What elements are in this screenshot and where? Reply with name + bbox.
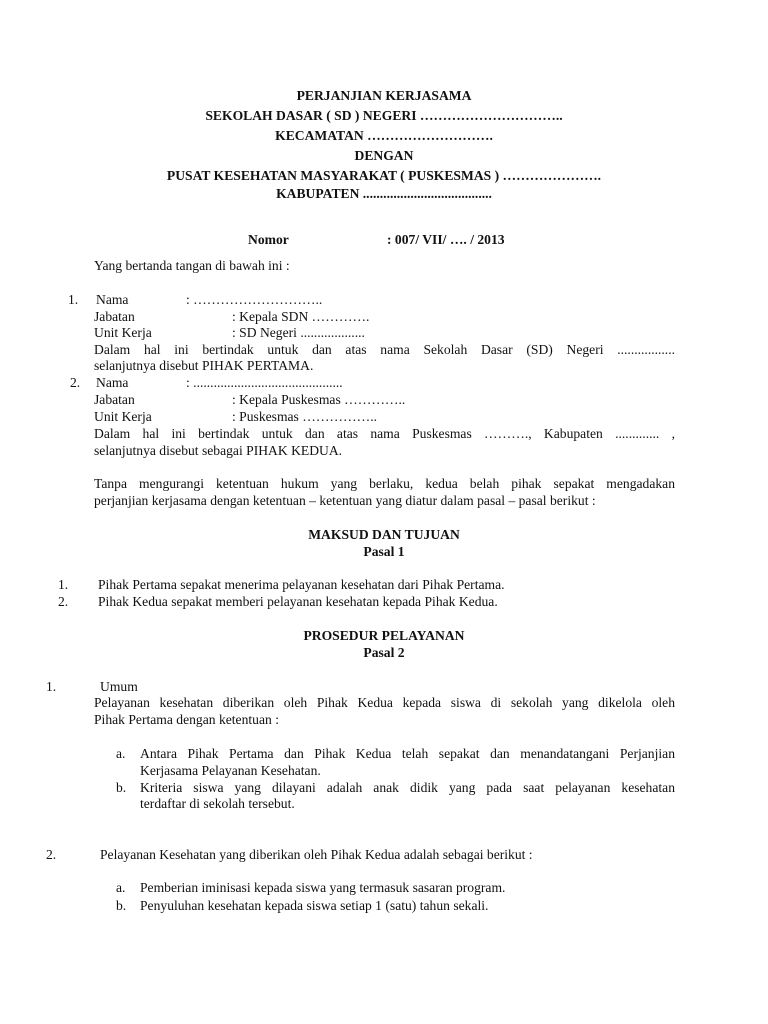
section2-item2-sub-a-letter: a. bbox=[116, 880, 126, 895]
section2-sub-b-letter: b. bbox=[116, 780, 127, 795]
section2-item2-sub-a-text: Pemberian iminisasi kepada siswa yang termasuk sasaran program. bbox=[140, 880, 506, 895]
section1-heading: MAKSUD DAN TUJUAN bbox=[308, 527, 460, 542]
section2-sub-a-line1: Antara Pihak Pertama dan Pihak Kedua telah sepakat dan menandatangani Perjanjian bbox=[140, 746, 675, 761]
agreement-line1: Tanpa mengurangi ketentuan hukum yang berlaku, kedua belah pihak sepakat mengadakan bbox=[94, 476, 675, 491]
party1-description-line1: Dalam hal ini bertindak untuk dan atas nama Sekolah Dasar (SD) Negeri ................. bbox=[94, 342, 675, 357]
title-line-4: DENGAN bbox=[354, 148, 414, 163]
party2-nama-value: : ............................................ bbox=[186, 375, 343, 390]
party1-jabatan-value: : Kepala SDN …………. bbox=[232, 309, 370, 324]
party2-description-line2: selanjutnya disebut sebagai PIHAK KEDUA. bbox=[94, 443, 343, 458]
section2-heading: PROSEDUR PELAYANAN bbox=[303, 628, 465, 643]
section2-item2-text: Pelayanan Kesehatan yang diberikan oleh Pihak Kedua adalah sebagai berikut : bbox=[100, 847, 533, 862]
section1-item1-number: 1. bbox=[58, 577, 69, 592]
title-line-2: SEKOLAH DASAR ( SD ) NEGERI ………………………….. bbox=[205, 108, 563, 123]
party2-unit-label: Unit Kerja bbox=[94, 409, 152, 424]
section2-item1-line2: Pihak Pertama dengan ketentuan : bbox=[94, 712, 279, 727]
party2-nama-label: Nama bbox=[96, 375, 129, 390]
section2-item2-sub-b-text: Penyuluhan kesehatan kepada siswa setiap 1 (satu) tahun sekali. bbox=[140, 898, 489, 913]
party2-jabatan-label: Jabatan bbox=[94, 392, 135, 407]
party2-jabatan-value: : Kepala Puskesmas ………….. bbox=[232, 392, 406, 407]
party2-number: 2. bbox=[70, 375, 81, 390]
section2-item2-sub-b-letter: b. bbox=[116, 898, 127, 913]
section1-pasal: Pasal 1 bbox=[363, 544, 405, 559]
section2-sub-b-line1: Kriteria siswa yang dilayani adalah anak didik yang pada saat pelayanan kesehatan bbox=[140, 780, 675, 795]
intro-text: Yang bertanda tangan di bawah ini : bbox=[94, 258, 290, 273]
section2-item2-number: 2. bbox=[46, 847, 57, 862]
title-line-3: KECAMATAN ………………………. bbox=[275, 128, 493, 143]
agreement-line2: perjanjian kerjasama dengan ketentuan – ketentuan yang diatur dalam pasal – pasal berikut : bbox=[94, 493, 596, 508]
party1-unit-value: : SD Negeri ................... bbox=[232, 325, 365, 340]
title-line-1: PERJANJIAN KERJASAMA bbox=[296, 88, 472, 103]
party2-description-line1: Dalam hal ini bertindak untuk dan atas nama Puskesmas ………., Kabupaten ............. , bbox=[94, 426, 675, 441]
section2-pasal: Pasal 2 bbox=[363, 645, 405, 660]
section1-item1-text: Pihak Pertama sepakat menerima pelayanan kesehatan dari Pihak Pertama. bbox=[98, 577, 505, 592]
party1-nama-value: : ……………………….. bbox=[186, 292, 323, 307]
nomor-value: : 007/ VII/ …. / 2013 bbox=[387, 232, 505, 247]
section2-item1-number: 1. bbox=[46, 679, 57, 694]
title-line-5: PUSAT KESEHATAN MASYARAKAT ( PUSKESMAS ) …………………. bbox=[166, 168, 602, 183]
section2-item1-title: Umum bbox=[100, 679, 138, 694]
party1-description-line2: selanjutnya disebut PIHAK PERTAMA. bbox=[94, 358, 314, 373]
section1-item2-number: 2. bbox=[58, 594, 69, 609]
title-line-6: KABUPATEN ...................................... bbox=[276, 186, 492, 201]
nomor-label: Nomor bbox=[248, 232, 289, 247]
party1-number: 1. bbox=[68, 292, 79, 307]
section2-sub-a-letter: a. bbox=[116, 746, 126, 761]
section2-item1-line1: Pelayanan kesehatan diberikan oleh Pihak Kedua kepada siswa di sekolah yang dikelola oleh bbox=[94, 695, 675, 710]
party1-nama-label: Nama bbox=[96, 292, 129, 307]
section2-sub-a-line2: Kerjasama Pelayanan Kesehatan. bbox=[140, 763, 321, 778]
section2-sub-b-line2: terdaftar di sekolah tersebut. bbox=[140, 796, 295, 811]
party1-jabatan-label: Jabatan bbox=[94, 309, 135, 324]
party1-unit-label: Unit Kerja bbox=[94, 325, 152, 340]
section1-item2-text: Pihak Kedua sepakat memberi pelayanan kesehatan kepada Pihak Kedua. bbox=[98, 594, 498, 609]
party2-unit-value: : Puskesmas …………….. bbox=[232, 409, 378, 424]
